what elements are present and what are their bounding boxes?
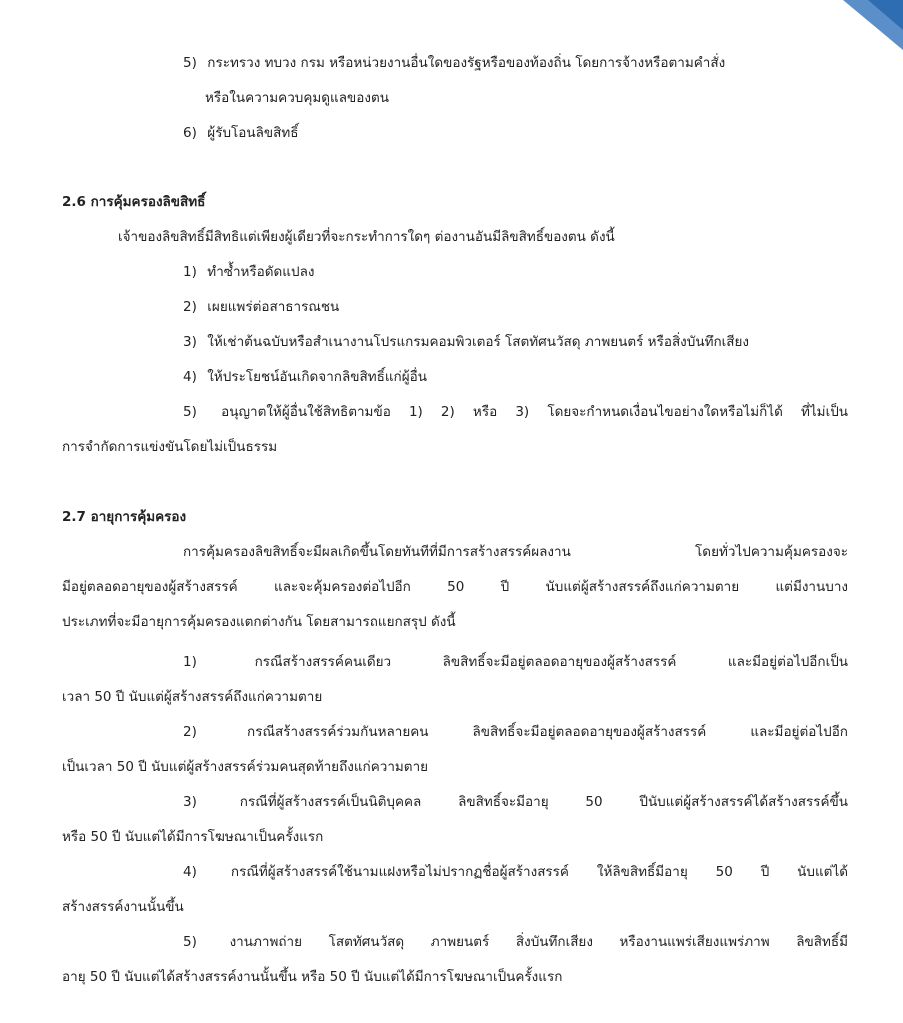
list-continuation: เวลา 50 ปี นับแต่ผู้สร้างสรรค์ถึงแก่ความตาย	[62, 689, 323, 705]
list-item	[183, 932, 848, 952]
list-number: 4)	[183, 864, 197, 880]
list-continuation: เป็นเวลา 50 ปี นับแต่ผู้สร้างสรรค์ร่วมคนสุดท้ายถึงแก่ความตาย	[62, 759, 429, 775]
list-number: 3)	[183, 794, 197, 810]
list-text: กรณีที่ผู้สร้างสรรค์ใช้นามแฝงหรือไม่ปรากฏชื่อผู้สร้างสรรค์ ให้ลิขสิทธิ์มีอายุ 50 ปี นับแต่ได้	[230, 864, 848, 880]
list-text: ให้เช่าต้นฉบับหรือสำเนางานโปรแกรมคอมพิวเตอร์ โสตทัศนวัสดุ ภาพยนตร์ หรือสิ่งบันทึกเสียง	[207, 334, 749, 350]
list-item	[183, 123, 299, 143]
list-item	[183, 792, 848, 812]
list-continuation: อายุ 50 ปี นับแต่ได้สร้างสรรค์งานนั้นขึ้น หรือ 50 ปี นับแต่ได้มีการโฆษณาเป็นครั้งแรก	[62, 969, 563, 985]
list-number: 5)	[183, 55, 197, 71]
section-heading: 2.7 อายุการคุ้มครอง	[62, 509, 187, 525]
list-number: 6)	[183, 125, 197, 141]
list-text: กระทรวง ทบวง กรม หรือหน่วยงานอื่นใดของรัฐหรือของท้องถิ่น โดยการจ้างหรือตามคำสั่ง	[207, 55, 726, 71]
list-item	[183, 402, 848, 422]
list-number: 3)	[183, 334, 197, 350]
section-heading: 2.6 การคุ้มครองลิขสิทธิ์	[62, 194, 206, 210]
list-number: 1)	[183, 654, 197, 670]
list-continuation: สร้างสรรค์งานนั้นขึ้น	[62, 899, 184, 915]
list-item	[183, 862, 848, 882]
list-item	[183, 262, 314, 282]
list-number: 2)	[183, 724, 197, 740]
list-continuation: หรือในความควบคุมดูแลของตน	[205, 90, 389, 106]
list-text: งานภาพถ่าย โสตทัศนวัสดุ ภาพยนตร์ สิ่งบันทึกเสียง หรืองานแพร่เสียงแพร่ภาพ ลิขสิทธิ์มี	[229, 934, 848, 950]
list-text: ผู้รับโอนลิขสิทธิ์	[207, 125, 299, 141]
section-intro: เจ้าของลิขสิทธิ์มีสิทธิแต่เพียงผู้เดียวที่จะกระทำการใดๆ ต่องานอันมีลิขสิทธิ์ของตน ดังนี้	[118, 229, 615, 245]
list-item	[183, 297, 339, 317]
list-item	[183, 332, 749, 352]
list-continuation: การจำกัดการแข่งขันโดยไม่เป็นธรรม	[62, 439, 278, 455]
corner-decoration	[823, 0, 903, 50]
list-item	[183, 53, 725, 73]
list-text: อนุญาตให้ผู้อื่นใช้สิทธิตามข้อ 1) 2) หรือ 3) โดยจะกำหนดเงื่อนไขอย่างใดหรือไม่ก็ได้ ที่ไม่เป็น	[221, 404, 848, 420]
list-item	[183, 652, 848, 672]
list-item	[183, 367, 427, 387]
paragraph-line: มีอยู่ตลอดอายุของผู้สร้างสรรค์ และจะคุ้มครองต่อไปอีก 50 ปี นับแต่ผู้สร้างสรรค์ถึงแก่ความตาย แต่มีงานบาง	[62, 579, 848, 595]
list-continuation: หรือ 50 ปี นับแต่ได้มีการโฆษณาเป็นครั้งแรก	[62, 829, 324, 845]
list-text: กรณีที่ผู้สร้างสรรค์เป็นนิติบุคคล ลิขสิทธิ์จะมีอายุ 50 ปีนับแต่ผู้สร้างสรรค์ได้สร้างสรรค์ขึ้น	[239, 794, 848, 810]
list-text: ทำซ้ำหรือดัดแปลง	[207, 264, 315, 280]
list-text: กรณีสร้างสรรค์ร่วมกันหลายคน ลิขสิทธิ์จะมีอยู่ตลอดอายุของผู้สร้างสรรค์ และมีอยู่ต่อไปอีก	[247, 724, 848, 740]
list-text: กรณีสร้างสรรค์คนเดียว ลิขสิทธิ์จะมีอยู่ตลอดอายุของผู้สร้างสรรค์ และมีอยู่ต่อไปอีกเป็น	[254, 654, 848, 670]
list-number: 5)	[183, 404, 197, 420]
list-number: 4)	[183, 369, 197, 385]
list-number: 5)	[183, 934, 197, 950]
paragraph-line: การคุ้มครองลิขสิทธิ์จะมีผลเกิดขึ้นโดยทันทีที่มีการสร้างสรรค์ผลงาน โดยทั่วไปความคุ้มครองจะ	[183, 544, 848, 560]
list-item	[183, 722, 848, 742]
paragraph-line: ประเภทที่จะมีอายุการคุ้มครองแตกต่างกัน โดยสามารถแยกสรุป ดังนี้	[62, 614, 456, 630]
list-text: ให้ประโยชน์อันเกิดจากลิขสิทธิ์แก่ผู้อื่น	[207, 369, 427, 385]
list-number: 2)	[183, 299, 197, 315]
list-number: 1)	[183, 264, 197, 280]
list-text: เผยแพร่ต่อสาธารณชน	[207, 299, 340, 315]
